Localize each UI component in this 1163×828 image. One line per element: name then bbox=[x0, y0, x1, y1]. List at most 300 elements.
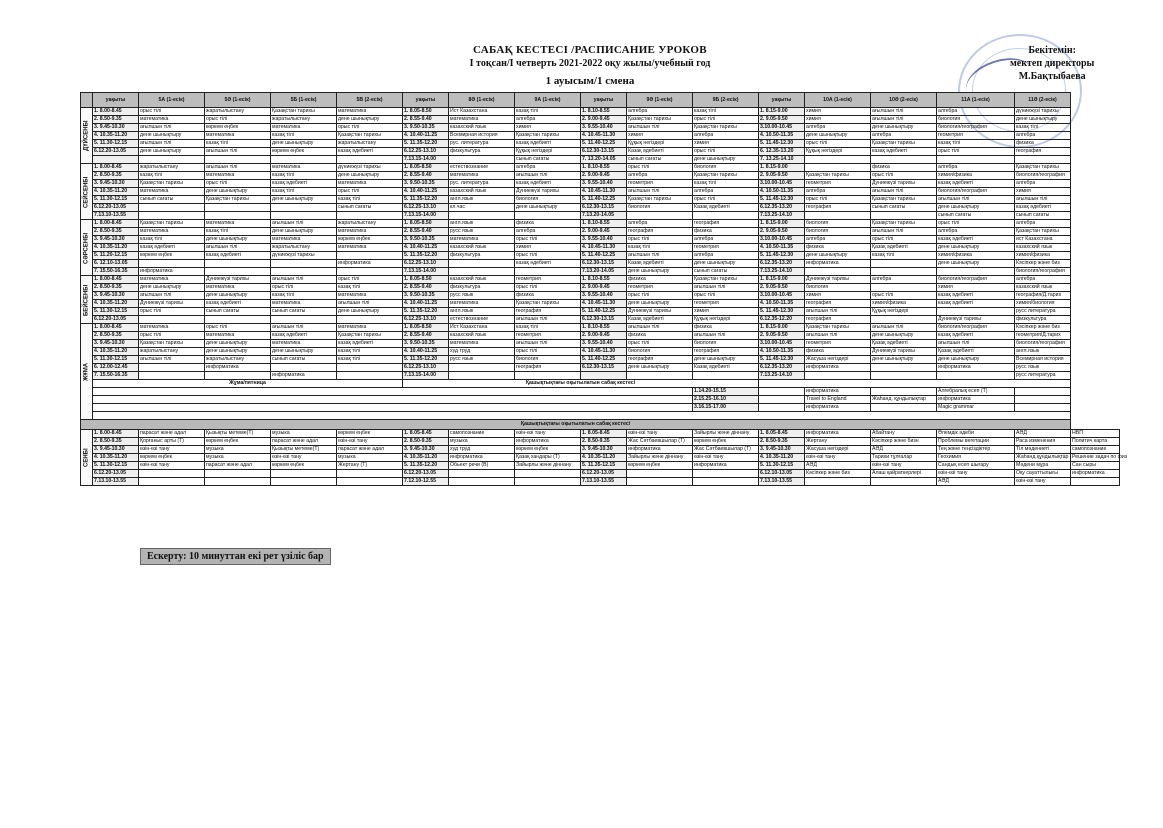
time-cell: 4. 10.40-11.25 bbox=[403, 348, 449, 356]
lesson-cell: орыс тілі bbox=[515, 284, 581, 292]
lesson-cell: Жас Сәтбаевшылар (Т) bbox=[627, 438, 693, 446]
lesson-cell: физика bbox=[627, 332, 693, 340]
lesson-cell: дене шынықтыру bbox=[271, 228, 337, 236]
lesson-cell bbox=[205, 470, 271, 478]
lesson-cell: химия bbox=[515, 244, 581, 252]
lesson-cell: русс язык bbox=[449, 292, 515, 300]
lesson-cell: физика bbox=[1015, 140, 1071, 148]
lesson-cell bbox=[871, 212, 937, 220]
lesson-cell: көркем еңбек bbox=[693, 438, 759, 446]
lesson-cell bbox=[937, 308, 1015, 316]
time-cell: 6. 12.10-13.05 bbox=[93, 260, 139, 268]
lesson-cell: Дүниежүзі тарихы bbox=[937, 316, 1015, 324]
time-cell: 3. 9.55-10.40 bbox=[581, 236, 627, 244]
time-cell: 2. 8.50-9.35 bbox=[759, 438, 805, 446]
lesson-cell: Қазақстан тарихы bbox=[871, 196, 937, 204]
time-cell: 3. 9.45-10.30 bbox=[93, 180, 139, 188]
time-cell: 3. 9.55-10.40 bbox=[581, 292, 627, 300]
time-cell: 2. 9.00-9.45 bbox=[581, 228, 627, 236]
lesson-cell: дене шынықтыру bbox=[337, 172, 403, 180]
table-row bbox=[81, 156, 1120, 164]
time-cell: 3. 9.50-10.35 bbox=[403, 124, 449, 132]
lesson-cell: орыс тілі bbox=[139, 108, 205, 116]
time-cell: 1. 8.10-8.55 bbox=[581, 220, 627, 228]
lesson-cell: химия bbox=[805, 108, 871, 116]
lesson-cell bbox=[627, 212, 693, 220]
lesson-cell: Құқық негіздері bbox=[871, 308, 937, 316]
lesson-cell: химия bbox=[627, 132, 693, 140]
lesson-cell: орыс тілі bbox=[805, 196, 871, 204]
time-cell: 1. 8.10-8.55 bbox=[581, 108, 627, 116]
time-cell: 5. 11.30-12.15 bbox=[93, 356, 139, 364]
lesson-cell: математика bbox=[337, 180, 403, 188]
time-cell: 7.12.10-12.55 bbox=[403, 478, 449, 486]
lesson-cell: география bbox=[627, 228, 693, 236]
lesson-cell: география bbox=[805, 204, 871, 212]
time-cell: 5. 11.35-12.20 bbox=[403, 140, 449, 148]
lesson-cell: парасат және адал bbox=[271, 438, 337, 446]
lesson-cell: орыс тілі bbox=[205, 324, 271, 332]
time-cell: 1. 8.00-8.45 bbox=[93, 430, 139, 438]
lesson-cell: информатика bbox=[693, 462, 759, 470]
lesson-cell: казақ тілі bbox=[205, 140, 271, 148]
lesson-cell: көркем еңбек bbox=[337, 430, 403, 438]
lesson-cell: өзін-өзі тану bbox=[1015, 478, 1071, 486]
table-row bbox=[81, 446, 1120, 454]
lesson-cell: ағылшын тілі bbox=[139, 292, 205, 300]
lesson-cell: казахский язык bbox=[1015, 284, 1071, 292]
column-header: 11Ә (2-есік) bbox=[1015, 93, 1071, 108]
lesson-cell: Жасуша негіздері bbox=[805, 446, 871, 454]
lesson-cell: география bbox=[627, 356, 693, 364]
lesson-cell bbox=[205, 478, 271, 486]
lesson-cell: биология bbox=[515, 356, 581, 364]
lesson-cell: алгебра bbox=[627, 172, 693, 180]
lesson-cell: математика bbox=[449, 340, 515, 348]
lesson-cell: физика bbox=[805, 348, 871, 356]
time-cell: 7.13.15-14.00 bbox=[403, 156, 449, 164]
lesson-cell: геометрия bbox=[627, 284, 693, 292]
table-row bbox=[81, 470, 1120, 478]
lesson-cell: математика bbox=[139, 228, 205, 236]
lesson-cell: математика bbox=[271, 340, 337, 348]
lesson-cell: Құқық негіздері bbox=[693, 316, 759, 324]
lesson-cell: көркем еңбек bbox=[271, 462, 337, 470]
lesson-cell bbox=[759, 388, 805, 396]
time-cell: 5. 11.35-12.20 bbox=[403, 356, 449, 364]
lesson-cell: Қазақстан тарихы bbox=[693, 276, 759, 284]
lesson-cell: казақ әдебиеті bbox=[337, 148, 403, 156]
approval-line2: мектеп директоры bbox=[1010, 58, 1095, 69]
lesson-cell: өзін-өзі тану bbox=[515, 430, 581, 438]
time-cell: 6. 12.35-13.20 bbox=[759, 148, 805, 156]
table-row bbox=[81, 140, 1120, 148]
lesson-cell bbox=[337, 156, 403, 164]
lesson-cell: Жас Сәтбаевшылар (Т) bbox=[693, 446, 759, 454]
lesson-cell: казақ тілі bbox=[139, 236, 205, 244]
time-cell: 5. 11.40-12.25 bbox=[581, 140, 627, 148]
lesson-cell: казақ әдебиеті bbox=[515, 140, 581, 148]
lesson-cell: Қазақстан тарихы bbox=[515, 300, 581, 308]
lesson-cell: самопознание bbox=[449, 430, 515, 438]
time-cell: 2. 9.05-9.50 bbox=[759, 284, 805, 292]
lesson-cell bbox=[871, 316, 937, 324]
lesson-cell: Қазақстан тарихы bbox=[627, 116, 693, 124]
lesson-cell: информатика bbox=[271, 372, 337, 380]
time-cell: 1. 8.05-8.45 bbox=[403, 430, 449, 438]
lesson-cell: англ.язык bbox=[449, 196, 515, 204]
lesson-cell: биология bbox=[693, 164, 759, 172]
lesson-cell: русс язык bbox=[1015, 364, 1071, 372]
time-cell: 3.10.00-10.45 bbox=[759, 124, 805, 132]
time-cell: 1. 8.00-8.45 bbox=[93, 220, 139, 228]
day-label: ЖҰМА bbox=[81, 324, 93, 420]
lesson-cell: Travel to England bbox=[805, 396, 871, 404]
time-cell: 1. 8.05-8.50 bbox=[403, 324, 449, 332]
time-cell: 6.12.35-13.20 bbox=[759, 364, 805, 372]
lesson-cell: өзін-өзі тану bbox=[627, 430, 693, 438]
lesson-cell: музыка bbox=[205, 446, 271, 454]
lesson-cell bbox=[871, 372, 937, 380]
lesson-cell bbox=[627, 478, 693, 486]
lesson-cell bbox=[337, 364, 403, 372]
lesson-cell: биология bbox=[937, 116, 1015, 124]
time-cell: 2. 8.50-9.35 bbox=[93, 332, 139, 340]
lesson-cell: ағылшын тілі bbox=[693, 332, 759, 340]
time-cell: 3. 9.55-10.40 bbox=[581, 124, 627, 132]
table-row bbox=[81, 252, 1120, 260]
lesson-cell: казақ әдебиеті bbox=[205, 300, 271, 308]
lesson-cell: казақ әдебиеті bbox=[337, 340, 403, 348]
lesson-cell: казақ тілі bbox=[337, 356, 403, 364]
lesson-cell: музыка bbox=[205, 454, 271, 462]
lesson-cell: ағылшын тілі bbox=[139, 356, 205, 364]
lesson-cell: ағылшын тілі bbox=[627, 124, 693, 132]
lesson-cell bbox=[805, 478, 871, 486]
lesson-cell: Құқық негіздері bbox=[627, 140, 693, 148]
lesson-cell: дене шынықтыру bbox=[871, 356, 937, 364]
elective-blank bbox=[759, 380, 1071, 388]
lesson-cell: көркем еңбек bbox=[627, 462, 693, 470]
lesson-cell bbox=[449, 212, 515, 220]
time-cell: 6.12.20-13.05 bbox=[93, 316, 139, 324]
lesson-cell: физика bbox=[693, 228, 759, 236]
time-cell: 3. 9.45-10.30 bbox=[93, 292, 139, 300]
lesson-cell bbox=[271, 204, 337, 212]
lesson-cell: Magic grammar bbox=[937, 404, 1015, 412]
column-header: уақыты bbox=[403, 93, 449, 108]
time-cell: 2. 8.50-9.35 bbox=[93, 228, 139, 236]
lesson-cell: алгебра bbox=[937, 108, 1015, 116]
lesson-cell: Жаһанд. құндылықтар bbox=[871, 396, 937, 404]
lesson-cell: геометрия bbox=[693, 244, 759, 252]
lesson-cell: Казақ әдебиеті bbox=[627, 260, 693, 268]
time-cell: 6.12.35-12.20 bbox=[759, 316, 805, 324]
lesson-cell: физкультура bbox=[449, 284, 515, 292]
time-cell: 5. 11.35-12.20 bbox=[403, 196, 449, 204]
lesson-cell: физика bbox=[805, 244, 871, 252]
lesson-cell: Дүниежүзі тарихы bbox=[515, 188, 581, 196]
time-cell: 3.10.00-10.45 bbox=[759, 340, 805, 348]
time-cell: 4. 10.45-11.30 bbox=[581, 348, 627, 356]
approval-line1: Бекітемін: bbox=[1028, 45, 1076, 56]
lesson-cell: дене шынықтыру bbox=[205, 188, 271, 196]
lesson-cell: дене шынықтыру bbox=[139, 284, 205, 292]
lesson-cell: биология/география bbox=[1015, 340, 1071, 348]
time-cell: 5. 11.35-12.20 bbox=[403, 252, 449, 260]
lesson-cell: Кәсіпкер және биз bbox=[1015, 260, 1071, 268]
lesson-cell bbox=[139, 470, 205, 478]
lesson-cell: Дүниежүзі тарихы bbox=[871, 348, 937, 356]
table-row bbox=[81, 164, 1120, 172]
lesson-cell: жаратылыстану bbox=[271, 116, 337, 124]
lesson-cell: казақ әдебиеті bbox=[271, 180, 337, 188]
lesson-cell: сынып сағаты bbox=[937, 212, 1015, 220]
day-label: ДҮЙСЕНБІ bbox=[81, 108, 93, 164]
lesson-cell bbox=[871, 478, 937, 486]
table-row bbox=[81, 332, 1120, 340]
table-row bbox=[81, 364, 1120, 372]
elective-day-title: Жұма/пятница bbox=[93, 380, 403, 388]
lesson-cell: химия bbox=[693, 140, 759, 148]
lesson-cell bbox=[449, 470, 515, 478]
lesson-cell: сынып сағаты bbox=[205, 308, 271, 316]
lesson-cell: көркем еңбек bbox=[139, 252, 205, 260]
lesson-cell: Проблемы вегетации bbox=[937, 438, 1015, 446]
lesson-cell: алгебра bbox=[937, 164, 1015, 172]
table-row bbox=[81, 308, 1120, 316]
lesson-cell: көркем еңбек bbox=[271, 148, 337, 156]
lesson-cell: англ.язык bbox=[449, 220, 515, 228]
table-row bbox=[81, 244, 1120, 252]
lesson-cell: казахский язык bbox=[449, 276, 515, 284]
lesson-cell: математика bbox=[205, 284, 271, 292]
lesson-cell bbox=[937, 268, 1015, 276]
lesson-cell: дене шынықтыру bbox=[205, 348, 271, 356]
lesson-cell: ағылшын тілі bbox=[205, 244, 271, 252]
lesson-cell: дене шынықтыру bbox=[805, 132, 871, 140]
lesson-cell: биология bbox=[627, 348, 693, 356]
column-header: 10А (1-есік) bbox=[805, 93, 871, 108]
column-header: 8Ә (1-есік) bbox=[449, 93, 515, 108]
lesson-cell: казақ әдебиеті bbox=[937, 180, 1015, 188]
time-cell: 4. 10.40-11.25 bbox=[403, 244, 449, 252]
lesson-cell: Политич карта bbox=[1071, 438, 1120, 446]
lesson-cell: математика bbox=[205, 220, 271, 228]
lesson-cell: физкультура bbox=[449, 252, 515, 260]
lesson-cell: көркем еңбек bbox=[205, 124, 271, 132]
lesson-cell: русс литература bbox=[1015, 308, 1071, 316]
time-cell: 1. 8.10-8.55 bbox=[581, 164, 627, 172]
lesson-cell: Раса изменения bbox=[1015, 438, 1071, 446]
header-row bbox=[81, 93, 1120, 108]
lesson-cell: рус. литература bbox=[449, 140, 515, 148]
lesson-cell: Қызықты метеме(Т) bbox=[271, 446, 337, 454]
lesson-cell: Сандық есеп шығару bbox=[937, 462, 1015, 470]
lesson-cell: Қазақстан тарихы bbox=[1015, 228, 1071, 236]
lesson-cell: алгебра bbox=[1015, 132, 1071, 140]
time-cell: 4. 10.50-11.35 bbox=[759, 244, 805, 252]
lesson-cell: алгебра bbox=[1015, 276, 1071, 284]
lesson-cell: информатика bbox=[805, 404, 871, 412]
lesson-cell: сынып сағаты bbox=[871, 204, 937, 212]
lesson-cell bbox=[693, 372, 759, 380]
lesson-cell: сынып сағаты bbox=[271, 308, 337, 316]
lesson-cell: Сан сыры bbox=[1071, 462, 1120, 470]
lesson-cell: Зайырлы және діннану bbox=[627, 454, 693, 462]
lesson-cell: орыс тілі bbox=[937, 220, 1015, 228]
lesson-cell bbox=[693, 470, 759, 478]
lesson-cell: математика bbox=[205, 332, 271, 340]
lesson-cell: ағылшын тілі bbox=[627, 324, 693, 332]
table-row bbox=[81, 236, 1120, 244]
document-period: I тоқсан/I четверть 2021-2022 оқу жылы/учебный год bbox=[469, 58, 711, 69]
lesson-cell: казахский язык bbox=[449, 332, 515, 340]
lesson-cell: химия bbox=[805, 292, 871, 300]
lesson-cell: кл.час bbox=[449, 204, 515, 212]
lesson-cell: сынып сағаты bbox=[1015, 212, 1071, 220]
lesson-cell: химия/физика bbox=[937, 172, 1015, 180]
lesson-cell: дүниежүзі тарихы bbox=[271, 252, 337, 260]
lesson-cell: информатика bbox=[205, 364, 271, 372]
lesson-cell: Қазақстан тарихы bbox=[337, 132, 403, 140]
lesson-cell: биология bbox=[805, 220, 871, 228]
time-cell: 2. 8.50-9.35 bbox=[93, 116, 139, 124]
lesson-cell: казақ әдебиеті bbox=[271, 332, 337, 340]
lesson-cell: информатика bbox=[627, 446, 693, 454]
time-cell: 1. 8.15-9.00 bbox=[759, 108, 805, 116]
time-cell: 3. 9.45-10.30 bbox=[93, 446, 139, 454]
time-cell: 7. 13.20-14.05 bbox=[581, 156, 627, 164]
time-cell: 5. 11.30-12.15 bbox=[93, 462, 139, 470]
lesson-cell: парасат және адал bbox=[205, 462, 271, 470]
lesson-cell: математика bbox=[449, 172, 515, 180]
lesson-cell: биология bbox=[805, 228, 871, 236]
lesson-cell: ағылшын тілі bbox=[139, 124, 205, 132]
lesson-cell: физкультура bbox=[1015, 316, 1071, 324]
lesson-cell bbox=[871, 364, 937, 372]
lesson-cell: ағылшын тілі bbox=[337, 300, 403, 308]
lesson-cell: геометрия bbox=[805, 340, 871, 348]
time-cell: 3. 9.45-10.30 bbox=[93, 124, 139, 132]
time-cell: 3.10.00-10.45 bbox=[759, 180, 805, 188]
lesson-cell: дене шынықтыру bbox=[693, 156, 759, 164]
lesson-cell: АӘД bbox=[1015, 430, 1071, 438]
column-header: 10Ә (2-есік) bbox=[871, 93, 937, 108]
table-row bbox=[81, 276, 1120, 284]
lesson-cell: ағылшын тілі bbox=[515, 340, 581, 348]
lesson-cell: казақ тілі bbox=[271, 188, 337, 196]
time-cell: 2. 8.55-9.40 bbox=[403, 172, 449, 180]
lesson-cell: дене шынықтыру bbox=[271, 348, 337, 356]
lesson-cell: Казақ әдебиеті bbox=[627, 148, 693, 156]
lesson-cell bbox=[139, 204, 205, 212]
lesson-cell: Қызықты метеме(Т) bbox=[205, 430, 271, 438]
document-title: САБАҚ КЕСТЕСІ /РАСПИСАНИЕ УРОКОВ bbox=[473, 44, 707, 56]
lesson-cell: Қазақстан тарихы bbox=[805, 172, 871, 180]
time-cell: 1. 8.15-9.00 bbox=[759, 220, 805, 228]
lesson-cell: физика bbox=[871, 164, 937, 172]
time-cell: 6.12.25-13.10 bbox=[403, 316, 449, 324]
lesson-cell: Алаш қайраткерлері bbox=[871, 470, 937, 478]
column-header: 9Б (2-есік) bbox=[693, 93, 759, 108]
lesson-cell: математика bbox=[271, 236, 337, 244]
lesson-cell: казақ тілі bbox=[337, 196, 403, 204]
footer-note: Ескерту: 10 минуттан екі рет үзіліс бар bbox=[140, 548, 331, 565]
lesson-cell: дене шынықтыру bbox=[515, 204, 581, 212]
lesson-cell: алгебра bbox=[693, 236, 759, 244]
lesson-cell: физкультура bbox=[449, 148, 515, 156]
lesson-cell bbox=[205, 260, 271, 268]
lesson-cell: музыка bbox=[449, 438, 515, 446]
lesson-cell: дене шынықтыру bbox=[871, 332, 937, 340]
lesson-cell: орыс тілі bbox=[337, 124, 403, 132]
lesson-cell: дене шынықтыру bbox=[693, 260, 759, 268]
lesson-cell: сынып сағаты bbox=[271, 356, 337, 364]
lesson-cell: физика bbox=[627, 276, 693, 284]
time-cell: 7.13.10-13.55 bbox=[759, 478, 805, 486]
time-cell: 4. 10.35-11.20 bbox=[93, 132, 139, 140]
lesson-cell: русс литература bbox=[1015, 372, 1071, 380]
lesson-cell: дене шынықтыру bbox=[627, 268, 693, 276]
lesson-cell: математика bbox=[205, 172, 271, 180]
time-cell: 2. 8.55-9.40 bbox=[403, 228, 449, 236]
time-cell: 4. 10.35-11.20 bbox=[759, 454, 805, 462]
document-header bbox=[380, 44, 800, 87]
lesson-cell: Құқық негіздері bbox=[515, 148, 581, 156]
lesson-cell: орыс тілі bbox=[515, 236, 581, 244]
lesson-cell: ағылшын тілі bbox=[627, 252, 693, 260]
day-label: СЕЙСЕНБІ bbox=[81, 164, 93, 220]
lesson-cell: орыс тілі bbox=[871, 236, 937, 244]
lesson-cell: геометрия bbox=[805, 180, 871, 188]
time-cell: 3.10.00-10.45 bbox=[759, 292, 805, 300]
lesson-cell: Қазақстан тарихы bbox=[805, 324, 871, 332]
lesson-cell: Обьект речи (В) bbox=[449, 462, 515, 470]
lesson-cell: Жасуша негіздері bbox=[805, 356, 871, 364]
lesson-cell: биология bbox=[515, 196, 581, 204]
lesson-cell: дене шынықтыру bbox=[271, 196, 337, 204]
spacer-row bbox=[81, 412, 1120, 420]
time-cell: 3. 9.50-10.35 bbox=[403, 292, 449, 300]
lesson-cell bbox=[449, 372, 515, 380]
time-cell: 4. 10.40-11.25 bbox=[403, 300, 449, 308]
table-row bbox=[81, 348, 1120, 356]
time-cell: 1. 8.10-8.55 bbox=[581, 324, 627, 332]
table-row bbox=[81, 108, 1120, 116]
lesson-cell: Қазақ әдебиеті bbox=[937, 348, 1015, 356]
lesson-cell: Құқық негіздері bbox=[805, 148, 871, 156]
time-cell: 5. 11.30-12.15 bbox=[93, 140, 139, 148]
time-cell: 6.12.20-13.05 bbox=[581, 470, 627, 478]
lesson-cell: орыс тілі bbox=[627, 292, 693, 300]
table-row bbox=[81, 356, 1120, 364]
time-cell: 7.13.20-14.05 bbox=[581, 268, 627, 276]
lesson-cell: информатика bbox=[449, 454, 515, 462]
time-cell: 5. 11.40-12.25 bbox=[581, 308, 627, 316]
lesson-cell bbox=[805, 156, 871, 164]
elective-pad bbox=[93, 404, 693, 412]
lesson-cell bbox=[693, 212, 759, 220]
time-cell: 6.12.30-13.15 bbox=[581, 204, 627, 212]
lesson-cell: дене шынықтыру bbox=[871, 124, 937, 132]
time-cell: 6.12.20-13.05 bbox=[93, 470, 139, 478]
lesson-cell: Мәдени мұра bbox=[1015, 462, 1071, 470]
lesson-cell bbox=[515, 212, 581, 220]
time-cell: 4. 10.45-11.30 bbox=[581, 132, 627, 140]
lesson-cell: орыс тілі bbox=[871, 172, 937, 180]
lesson-cell bbox=[627, 470, 693, 478]
